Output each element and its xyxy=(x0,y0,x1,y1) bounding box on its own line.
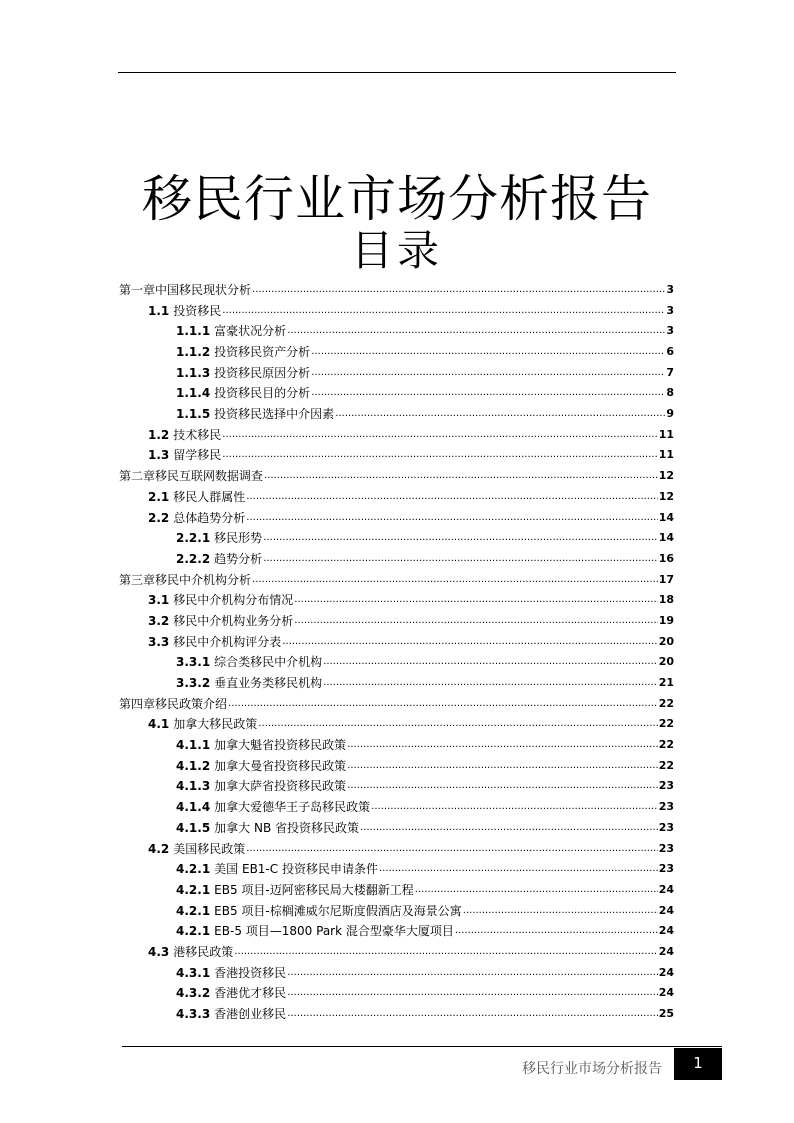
document-title: 移民行业市场分析报告 xyxy=(142,169,652,228)
toc-entry[interactable] xyxy=(119,859,674,880)
toc-dot-leader xyxy=(323,652,658,673)
toc-entry-text: 第一章中国移民现状分析 xyxy=(119,282,252,297)
toc-entry-label xyxy=(176,735,346,756)
toc-page-number: 24 xyxy=(658,924,674,938)
toc-entry-number: 4.3.1 xyxy=(176,965,211,980)
toc-entry-text: 投资移民原因分析 xyxy=(214,365,311,380)
toc-entry-label xyxy=(176,404,334,425)
toc-dot-leader xyxy=(415,880,658,901)
toc-entry-number: 3.3.1 xyxy=(176,655,211,670)
toc-entry-text: EB-5 项目—1800 Park 混合型豪华大厦项目 xyxy=(214,924,454,939)
toc-entry-text: EB5 项目-棕榈滩威尔尼斯度假酒店及海景公寓 xyxy=(214,903,462,918)
toc-entry[interactable] xyxy=(119,466,674,487)
toc-entry[interactable] xyxy=(119,818,674,839)
toc-entry-text: 第二章移民互联网数据调查 xyxy=(119,469,264,484)
toc-entry-number: 4.3.3 xyxy=(176,1007,211,1022)
toc-entry-text: 香港创业移民 xyxy=(214,1007,287,1022)
toc-entry[interactable] xyxy=(119,797,674,818)
toc-dot-leader xyxy=(371,797,658,818)
toc-page-number: 18 xyxy=(658,593,674,607)
toc-entry-number: 2.2.1 xyxy=(176,531,211,546)
toc-entry-label xyxy=(148,487,245,508)
toc-dot-leader xyxy=(246,508,657,529)
toc-entry-text: 投资移民 xyxy=(173,303,222,318)
toc-entry-label xyxy=(176,797,370,818)
toc-entry-number: 4.2.1 xyxy=(176,924,211,939)
toc-page-number: 23 xyxy=(658,779,674,793)
toc-entry-number: 3.3 xyxy=(148,634,170,649)
toc-entry[interactable] xyxy=(119,839,674,860)
toc-page-number: 9 xyxy=(666,407,674,421)
toc-entry-label xyxy=(176,983,286,1004)
toc-entry-number: 1.1.3 xyxy=(176,365,211,380)
toc-page-number: 21 xyxy=(658,676,674,690)
toc-page-number: 24 xyxy=(658,944,674,958)
toc-page-number: 11 xyxy=(658,448,674,462)
toc-page-number: 12 xyxy=(658,489,674,503)
toc-entry[interactable] xyxy=(119,714,674,735)
toc-dot-leader xyxy=(228,694,658,715)
toc-dot-leader xyxy=(282,632,657,653)
toc-entry-label xyxy=(176,1004,286,1025)
toc-entry-label xyxy=(176,321,286,342)
toc-entry-label xyxy=(176,880,414,901)
toc-entry-number: 4.1.5 xyxy=(176,820,211,835)
toc-entry-text: 加拿大爱德华王子岛移民政策 xyxy=(214,800,371,815)
toc-page-number: 24 xyxy=(658,965,674,979)
toc-entry-label xyxy=(119,694,227,715)
toc-entry-label xyxy=(148,590,293,611)
toc-entry-label xyxy=(176,549,262,570)
toc-entry-label xyxy=(176,756,346,777)
toc-entry-text: 投资移民选择中介因素 xyxy=(214,407,335,422)
toc-entry-text: 第三章移民中介机构分析 xyxy=(119,572,252,587)
toc-entry-label xyxy=(119,466,263,487)
toc-entry[interactable] xyxy=(119,528,674,549)
toc-entry-number: 3.1 xyxy=(148,593,170,608)
toc-entry[interactable] xyxy=(119,880,674,901)
toc-entry[interactable] xyxy=(119,404,674,425)
toc-entry-label xyxy=(119,570,251,591)
table-of-contents xyxy=(119,280,674,1025)
toc-page-number: 17 xyxy=(658,572,674,586)
toc-dot-leader xyxy=(264,466,658,487)
toc-entry-text: 香港优才移民 xyxy=(214,986,287,1001)
toc-entry[interactable] xyxy=(119,425,674,446)
toc-page-number: 14 xyxy=(658,531,674,545)
toc-entry[interactable] xyxy=(119,632,674,653)
toc-entry-label xyxy=(176,342,310,363)
toc-dot-leader xyxy=(311,363,665,384)
toc-entry[interactable] xyxy=(119,301,674,322)
toc-entry[interactable] xyxy=(119,280,674,301)
toc-entry-number: 3.3.2 xyxy=(176,676,211,691)
toc-entry-number: 4.2 xyxy=(148,841,170,856)
toc-entry-text: 移民中介机构分布情况 xyxy=(173,593,294,608)
toc-entry-text: 移民形势 xyxy=(214,531,263,546)
toc-dot-leader xyxy=(263,549,658,570)
toc-entry-label xyxy=(148,942,233,963)
toc-dot-leader xyxy=(222,445,657,466)
toc-entry-number: 1.2 xyxy=(148,427,170,442)
toc-entry[interactable] xyxy=(119,694,674,715)
toc-entry-number: 4.2.1 xyxy=(176,903,211,918)
toc-heading: 目录 xyxy=(350,226,443,275)
toc-page-number: 7 xyxy=(666,365,674,379)
toc-entry[interactable] xyxy=(119,570,674,591)
toc-entry[interactable] xyxy=(119,673,674,694)
toc-entry-label xyxy=(176,901,462,922)
toc-page-number: 11 xyxy=(658,427,674,441)
toc-entry-text: 加拿大曼省投资移民政策 xyxy=(214,758,347,773)
toc-entry[interactable] xyxy=(119,321,674,342)
toc-entry-label xyxy=(176,383,310,404)
toc-dot-leader xyxy=(258,714,657,735)
toc-entry-label xyxy=(148,632,281,653)
toc-dot-leader xyxy=(347,756,658,777)
toc-entry[interactable] xyxy=(119,756,674,777)
toc-entry[interactable] xyxy=(119,963,674,984)
toc-dot-leader xyxy=(252,280,665,301)
toc-entry-number: 3.2 xyxy=(148,613,170,628)
toc-dot-leader xyxy=(246,839,657,860)
toc-entry[interactable] xyxy=(119,383,674,404)
toc-page-number: 19 xyxy=(658,613,674,627)
toc-entry[interactable] xyxy=(119,735,674,756)
toc-entry[interactable] xyxy=(119,942,674,963)
toc-entry-text: 投资移民目的分析 xyxy=(214,386,311,401)
toc-entry-label xyxy=(148,714,257,735)
toc-entry-number: 4.3 xyxy=(148,944,170,959)
toc-dot-leader xyxy=(347,776,658,797)
toc-entry-number: 4.3.2 xyxy=(176,986,211,1001)
toc-entry-label xyxy=(176,921,454,942)
toc-entry-text: 加拿大移民政策 xyxy=(173,717,258,732)
toc-entry-label xyxy=(176,528,262,549)
toc-entry-number: 2.1 xyxy=(148,489,170,504)
toc-entry-text: 香港投资移民 xyxy=(214,965,287,980)
toc-entry-label xyxy=(148,508,245,529)
toc-dot-leader xyxy=(287,321,665,342)
toc-entry-label xyxy=(176,652,322,673)
toc-dot-leader xyxy=(263,528,658,549)
toc-page-number: 24 xyxy=(658,986,674,1000)
toc-dot-leader xyxy=(294,590,657,611)
footer-rule xyxy=(122,1046,722,1047)
toc-entry-number: 4.1.2 xyxy=(176,758,211,773)
toc-entry-number: 1.1.1 xyxy=(176,324,211,339)
header-rule xyxy=(118,72,676,73)
toc-dot-leader xyxy=(335,404,665,425)
toc-dot-leader xyxy=(323,673,658,694)
toc-entry[interactable] xyxy=(119,611,674,632)
toc-dot-leader xyxy=(463,901,658,922)
toc-page-number: 8 xyxy=(666,386,674,400)
toc-page-number: 24 xyxy=(658,882,674,896)
toc-entry-number: 4.1 xyxy=(148,717,170,732)
toc-entry[interactable] xyxy=(119,549,674,570)
toc-entry[interactable] xyxy=(119,446,674,467)
toc-page-number: 22 xyxy=(658,696,674,710)
toc-dot-leader xyxy=(252,570,658,591)
toc-page-number: 14 xyxy=(658,510,674,524)
toc-entry[interactable] xyxy=(119,777,674,798)
toc-page-number: 23 xyxy=(658,820,674,834)
page-number: 1 xyxy=(674,1048,722,1080)
toc-entry-text: 加拿大萨省投资移民政策 xyxy=(214,779,347,794)
toc-page-number: 24 xyxy=(658,903,674,917)
toc-page-number: 22 xyxy=(658,717,674,731)
toc-dot-leader xyxy=(311,342,665,363)
toc-entry-text: 综合类移民中介机构 xyxy=(214,655,323,670)
toc-entry-label xyxy=(148,611,293,632)
toc-entry-text: 移民中介机构评分表 xyxy=(173,634,282,649)
toc-entry-label xyxy=(148,839,245,860)
toc-dot-leader xyxy=(379,859,658,880)
toc-entry-number: 1.1.2 xyxy=(176,345,211,360)
toc-page-number: 3 xyxy=(666,303,674,317)
toc-page-number: 6 xyxy=(666,345,674,359)
toc-entry-label xyxy=(148,301,221,322)
toc-entry[interactable] xyxy=(119,901,674,922)
toc-entry-number: 2.2.2 xyxy=(176,551,211,566)
toc-entry[interactable] xyxy=(119,342,674,363)
toc-entry-number: 4.1.1 xyxy=(176,738,211,753)
toc-entry-number: 1.3 xyxy=(148,448,170,463)
toc-entry[interactable] xyxy=(119,652,674,673)
toc-entry[interactable] xyxy=(119,590,674,611)
toc-dot-leader xyxy=(294,611,657,632)
toc-dot-leader xyxy=(287,963,658,984)
toc-entry-text: 港移民政策 xyxy=(173,944,234,959)
toc-entry-label xyxy=(176,818,359,839)
toc-entry[interactable] xyxy=(119,921,674,942)
toc-page-number: 23 xyxy=(658,841,674,855)
toc-entry-number: 4.2.1 xyxy=(176,882,211,897)
toc-dot-leader xyxy=(287,983,658,1004)
toc-dot-leader xyxy=(222,425,657,446)
toc-dot-leader xyxy=(222,301,665,322)
toc-entry-text: 技术移民 xyxy=(173,427,222,442)
toc-entry-text: 留学移民 xyxy=(173,448,222,463)
toc-entry-text: 趋势分析 xyxy=(214,551,263,566)
toc-entry-text: 总体趋势分析 xyxy=(173,510,246,525)
toc-entry-number: 4.1.4 xyxy=(176,800,211,815)
toc-entry-label xyxy=(176,776,346,797)
toc-page-number: 25 xyxy=(658,1007,674,1021)
toc-entry-text: EB5 项目-迈阿密移民局大楼翻新工程 xyxy=(214,882,414,897)
toc-dot-leader xyxy=(455,921,658,942)
footer-running-title: 移民行业市场分析报告 xyxy=(522,1061,662,1077)
toc-entry-text: 加拿大 NB 省投资移民政策 xyxy=(214,820,360,835)
toc-entry[interactable] xyxy=(119,363,674,384)
toc-page-number: 12 xyxy=(658,469,674,483)
toc-entry-number: 2.2 xyxy=(148,510,170,525)
toc-entry-number: 4.2.1 xyxy=(176,862,211,877)
toc-entry-text: 移民中介机构业务分析 xyxy=(173,613,294,628)
toc-entry-text: 移民人群属性 xyxy=(173,489,246,504)
toc-entry-label xyxy=(176,859,378,880)
toc-entry-number: 4.1.3 xyxy=(176,779,211,794)
toc-entry-text: 投资移民资产分析 xyxy=(214,345,311,360)
toc-entry[interactable] xyxy=(119,487,674,508)
toc-page-number: 20 xyxy=(658,634,674,648)
toc-entry[interactable] xyxy=(119,508,674,529)
toc-entry-text: 第四章移民政策介绍 xyxy=(119,696,228,711)
toc-page-number: 16 xyxy=(658,551,674,565)
toc-dot-leader xyxy=(347,735,658,756)
toc-entry-number: 1.1.4 xyxy=(176,386,211,401)
toc-entry-text: 美国 EB1-C 投资移民申请条件 xyxy=(214,862,378,877)
toc-entry-label xyxy=(176,963,286,984)
toc-dot-leader xyxy=(234,942,657,963)
toc-dot-leader xyxy=(246,487,657,508)
toc-page-number: 23 xyxy=(658,800,674,814)
toc-dot-leader xyxy=(360,818,658,839)
toc-dot-leader xyxy=(287,1004,658,1025)
toc-page-number: 22 xyxy=(658,758,674,772)
toc-entry-number: 1.1 xyxy=(148,303,170,318)
toc-entry-text: 加拿大魁省投资移民政策 xyxy=(214,738,347,753)
toc-entry-label xyxy=(176,673,322,694)
toc-page-number: 20 xyxy=(658,655,674,669)
toc-page-number: 22 xyxy=(658,738,674,752)
toc-entry-label xyxy=(148,425,221,446)
toc-page-number: 3 xyxy=(666,282,674,296)
toc-page-number: 23 xyxy=(658,862,674,876)
toc-page-number: 3 xyxy=(666,324,674,338)
toc-entry[interactable] xyxy=(119,1004,674,1025)
toc-entry-text: 富豪状况分析 xyxy=(214,324,287,339)
toc-entry-label xyxy=(119,280,251,301)
toc-entry-number: 1.1.5 xyxy=(176,407,211,422)
toc-entry[interactable] xyxy=(119,983,674,1004)
toc-entry-text: 美国移民政策 xyxy=(173,841,246,856)
toc-entry-text: 垂直业务类移民机构 xyxy=(214,676,323,691)
toc-dot-leader xyxy=(311,383,665,404)
toc-entry-label xyxy=(148,445,221,466)
toc-entry-label xyxy=(176,363,310,384)
